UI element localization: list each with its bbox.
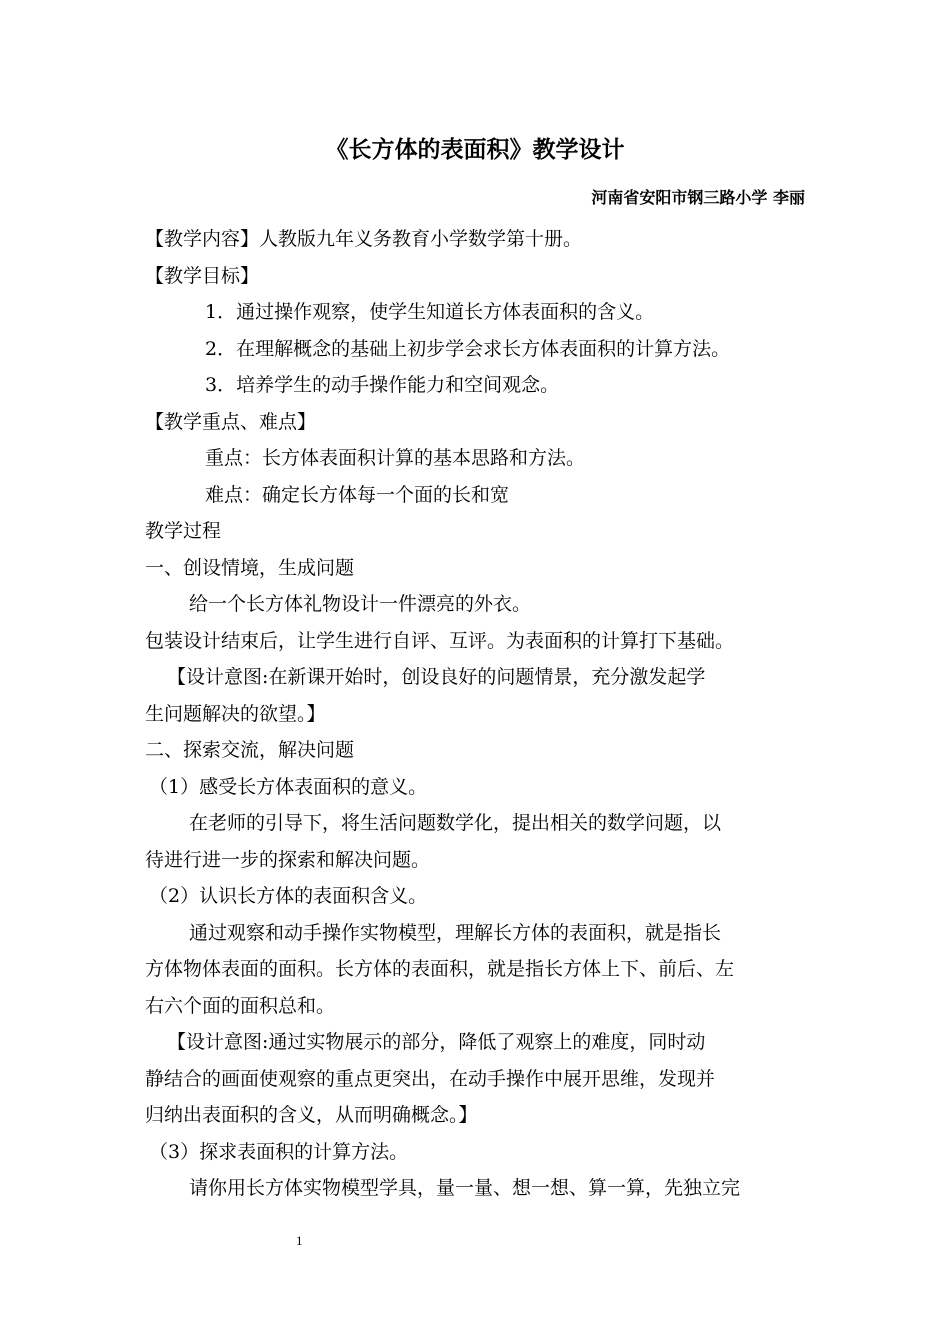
section-teaching-process-heading: 教学过程 (145, 520, 222, 542)
paragraph-line: 请你用长方体实物模型学具，量一量、想一想、算一算，先独立完 (189, 1177, 741, 1199)
paragraph-line: 通过观察和动手操作实物模型，理解长方体的表面积，就是指长 (189, 921, 722, 944)
paragraph-line: 右六个面的面积总和。 (145, 994, 336, 1017)
paragraph-line: 给一个长方体礼物设计一件漂亮的外衣。 (189, 593, 532, 615)
difficult-point: 难点：确定长方体每一个面的长和宽 (205, 483, 510, 506)
sub-step-3-heading: （3）探求表面积的计算方法。 (149, 1140, 409, 1163)
design-intent-line: 【设计意图:在新课开始时，创设良好的问题情景，充分激发起学 (167, 666, 706, 688)
author-line: 河南省安阳市钢三路小学 李丽 (591, 188, 805, 207)
section-key-points-heading: 【教学重点、难点】 (145, 410, 317, 433)
paragraph-line: 待进行进一步的探索和解决问题。 (145, 848, 431, 871)
paragraph-line: 在老师的引导下，将生活问题数学化，提出相关的数学问题，以 (189, 812, 722, 834)
design-intent-line: 归纳出表面积的含义，从而明确概念。】 (145, 1104, 478, 1126)
goal-item-1: 1．通过操作观察，使学生知道长方体表面积的含义。 (205, 301, 655, 323)
document-body (145, 221, 810, 1207)
page-number: 1 (296, 1233, 303, 1248)
sub-step-2-heading: （2）认识长方体的表面积含义。 (149, 885, 428, 907)
document-title: 《长方体的表面积》教学设计 (325, 137, 625, 163)
goal-item-2: 2．在理解概念的基础上初步学会求长方体表面积的计算方法。 (205, 337, 731, 360)
paragraph-line: 包装设计结束后，让学生进行自评、互评。为表面积的计算打下基础。 (145, 629, 735, 652)
step-1-heading: 一、创设情境，生成问题 (145, 556, 355, 579)
design-intent-line: 静结合的画面使观察的重点更突出，在动手操作中展开思维，发现并 (145, 1067, 716, 1090)
paragraph-line: 方体物体表面的面积。长方体的表面积，就是指长方体上下、前后、左 (145, 958, 735, 980)
design-intent-line: 生问题解决的欲望。】 (145, 702, 326, 725)
key-point: 重点：长方体表面积计算的基本思路和方法。 (205, 447, 586, 469)
section-teaching-goals-heading: 【教学目标】 (145, 264, 260, 287)
design-intent-line: 【设计意图:通过实物展示的部分，降低了观察上的难度，同时动 (167, 1031, 706, 1053)
goal-item-3: 3．培养学生的动手操作能力和空间观念。 (205, 374, 560, 396)
section-teaching-content: 【教学内容】人教版九年义务教育小学数学第十册。 (145, 228, 583, 250)
sub-step-1-heading: （1）感受长方体表面积的意义。 (149, 775, 428, 798)
step-2-heading: 二、探索交流，解决问题 (145, 739, 355, 761)
